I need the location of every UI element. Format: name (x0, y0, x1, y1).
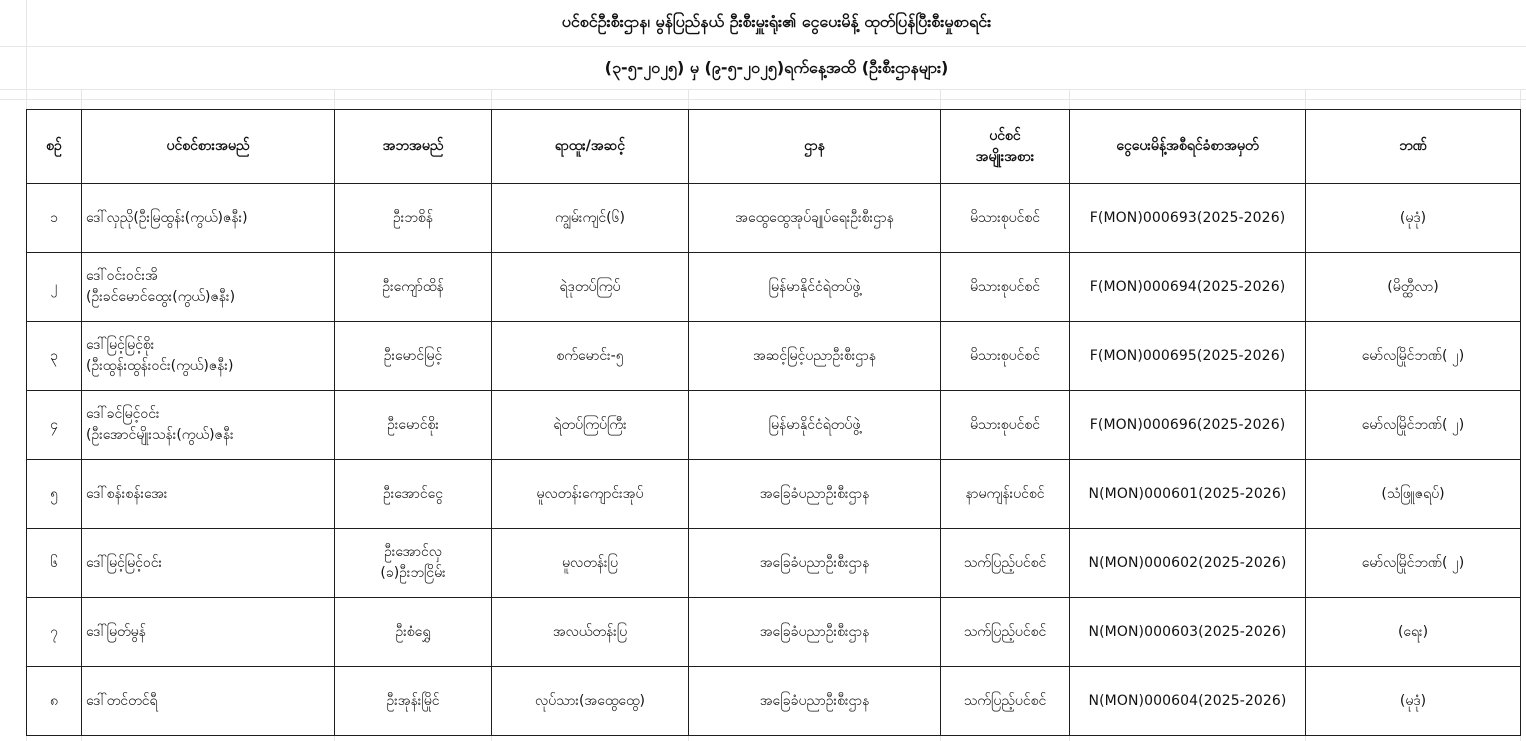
cell-no (27, 598, 82, 667)
cell-no (27, 667, 82, 736)
cell-text: (ဦးခင်မောင်ထွေး(ကွယ်)ဇနီး) (86, 289, 236, 305)
cell-text: ၈ (50, 692, 58, 709)
cell-father (335, 391, 492, 460)
cell-text: အထွေထွေအုပ်ချုပ်ရေးဦးစီးဌာန (735, 209, 894, 226)
cell-code (1070, 667, 1306, 736)
column-header-label: စဉ် (46, 138, 62, 154)
cell-text: ဒေါ်လှညို(ဦးမြထွန်း(ကွယ်)ဇနီး) (86, 209, 248, 226)
cell-bank (1306, 667, 1521, 736)
cell-text: F(MON)000693(2025-2026) (1089, 209, 1286, 226)
cell-text: မူလတန်းပြ (562, 554, 618, 571)
pension-table (26, 109, 1521, 736)
cell-text: ဦးအုန်းမြိုင် (386, 692, 440, 709)
cell-text: ဒေါ်စန်းစန်းအေး (86, 485, 168, 502)
cell-text: ဒေါ်ဝင်းဝင်းအိ (86, 268, 158, 284)
page-title: ပင်စင်ဦးစီးဌာန၊ မွန်ပြည်နယ် ဦးစီးမှူးရုံး၏ ငွေပေးမိန့် ထုတ်ပြန်ပြီးစီးမှုစာရင်း (27, 0, 1526, 46)
cell-no (27, 460, 82, 529)
cell-bank (1306, 322, 1521, 391)
column-header-rank (492, 110, 689, 184)
cell-code (1070, 529, 1306, 598)
cell-rank (492, 598, 689, 667)
cell-rank (492, 667, 689, 736)
cell-text: F(MON)000694(2025-2026) (1089, 278, 1286, 295)
cell-no (27, 529, 82, 598)
cell-text: (မိတ္ထီလာ) (1387, 278, 1439, 295)
cell-father (335, 253, 492, 322)
cell-dept (689, 391, 941, 460)
cell-rank (492, 529, 689, 598)
table-body (27, 184, 1521, 736)
cell-text: မိသားစုပင်စင် (969, 209, 1041, 226)
cell-type (941, 253, 1070, 322)
column-header-label: ဌာန (804, 138, 825, 154)
cell-text: မော်လမြိုင်ဘဏ်( ၂) (1361, 554, 1465, 571)
cell-text: ရဲတပ်ကြပ်ကြီး (553, 416, 627, 433)
cell-text: ဦးမောင်မြင့် (383, 347, 443, 364)
cell-text: ဒေါ်မြင့်မြင့်စိုး (86, 337, 155, 353)
cell-text: အခြေခံပညာဦးစီးဌာန (759, 623, 870, 640)
cell-dept (689, 460, 941, 529)
column-header-code (1070, 110, 1306, 184)
cell-no (27, 391, 82, 460)
cell-type (941, 322, 1070, 391)
cell-dept (689, 667, 941, 736)
cell-rank (492, 322, 689, 391)
cell-text: သက်ပြည့်ပင်စင် (963, 692, 1047, 709)
cell-text: စက်မောင်း-၅ (556, 347, 624, 364)
table-row (27, 667, 1521, 736)
cell-text: ဒေါ်တင်တင်ရီ (86, 692, 158, 709)
cell-text: ကျွမ်းကျင်(၆) (555, 209, 625, 226)
cell-code (1070, 391, 1306, 460)
cell-text: ဒေါ်မြတ်မွန် (86, 623, 146, 640)
cell-text: အခြေခံပညာဦးစီးဌာန (759, 692, 870, 709)
cell-text: နာမကျန်းပင်စင် (965, 485, 1045, 502)
column-header-label: ငွေပေးမိန့်အစီရင်ခံစာအမှတ် (1116, 138, 1259, 154)
cell-text: (ဦးထွန်းထွန်းဝင်း(ကွယ်)ဇနီး) (86, 358, 234, 374)
cell-dept (689, 184, 941, 253)
cell-father (335, 667, 492, 736)
column-header-label: ဘဏ် (1399, 138, 1427, 154)
cell-dept (689, 322, 941, 391)
table-row (27, 391, 1521, 460)
cell-text: ဒေါ်ခင်မြင့်ဝင်း (86, 406, 160, 422)
cell-text: အဆင့်မြင့်ပညာဦးစီးဌာန (752, 347, 877, 364)
cell-text: (မုဒုံ) (1399, 209, 1427, 226)
cell-dept (689, 529, 941, 598)
table-row (27, 322, 1521, 391)
column-header-father (335, 110, 492, 184)
cell-text: အခြေခံပညာဦးစီးဌာန (759, 554, 870, 571)
cell-text: မိသားစုပင်စင် (969, 347, 1041, 364)
table-row (27, 253, 1521, 322)
cell-name (82, 322, 335, 391)
cell-bank (1306, 598, 1521, 667)
column-header-label: အဘအမည် (382, 138, 444, 154)
cell-text: F(MON)000695(2025-2026) (1089, 347, 1286, 364)
table-row (27, 184, 1521, 253)
cell-no (27, 184, 82, 253)
date-range-subtitle: (၃-၅-၂၀၂၅) မှ (၉-၅-၂၀၂၅)ရက်နေ့အထိ (ဦးစီးဌာနများ) (27, 47, 1526, 89)
table-header-row (27, 110, 1521, 184)
cell-text: မိသားစုပင်စင် (969, 416, 1041, 433)
cell-text: ၇ (50, 623, 58, 640)
cell-type (941, 184, 1070, 253)
cell-father (335, 460, 492, 529)
cell-bank (1306, 460, 1521, 529)
cell-bank (1306, 184, 1521, 253)
cell-code (1070, 598, 1306, 667)
cell-bank (1306, 253, 1521, 322)
cell-code (1070, 460, 1306, 529)
column-header-type (941, 110, 1070, 184)
cell-type (941, 460, 1070, 529)
cell-text: ဦးမောင်စိုး (387, 416, 439, 433)
cell-name (82, 460, 335, 529)
column-header-label: ပင်စင်စားအမည် (166, 138, 250, 154)
cell-text: ၅ (50, 485, 58, 502)
cell-rank (492, 391, 689, 460)
column-header-label: ရာထူး/အဆင့် (554, 138, 626, 154)
cell-rank (492, 184, 689, 253)
cell-name (82, 184, 335, 253)
cell-type (941, 529, 1070, 598)
cell-text: (ရေး) (1397, 623, 1429, 640)
cell-text: မူလတန်းကျောင်းအုပ် (536, 485, 644, 502)
cell-text: မော်လမြိုင်ဘဏ်( ၂) (1361, 416, 1465, 433)
cell-no (27, 253, 82, 322)
cell-name (82, 253, 335, 322)
cell-type (941, 667, 1070, 736)
cell-text: ဦးကျော်ထိန် (382, 278, 444, 295)
cell-text: N(MON)000603(2025-2026) (1088, 623, 1287, 640)
cell-text: (သံဖြူဇရပ်) (1381, 485, 1445, 502)
cell-father (335, 598, 492, 667)
cell-dept (689, 598, 941, 667)
cell-text: အလယ်တန်းပြ (552, 623, 628, 640)
cell-text: ဦးအောင်ငွေ (382, 485, 444, 502)
cell-name (82, 391, 335, 460)
table-row (27, 460, 1521, 529)
cell-text: ဦးဘစိန် (393, 209, 433, 226)
column-header-label: အမျိုးအစား (975, 148, 1035, 165)
grid-line (0, 99, 1526, 100)
cell-text: ၆ (50, 554, 58, 571)
cell-text: မော်လမြိုင်ဘဏ်( ၂) (1361, 347, 1465, 364)
cell-text: N(MON)000601(2025-2026) (1088, 485, 1287, 502)
column-header-no (27, 110, 82, 184)
cell-code (1070, 253, 1306, 322)
cell-text: သက်ပြည့်ပင်စင် (963, 623, 1047, 640)
cell-dept (689, 253, 941, 322)
cell-text: ရဲဒုတပ်ကြပ် (559, 278, 621, 295)
grid-line (0, 89, 1526, 90)
cell-text: (မုဒုံ) (1399, 692, 1427, 709)
cell-text: မြန်မာနိုင်ငံရဲတပ်ဖွဲ့ (768, 416, 861, 433)
cell-text: F(MON)000696(2025-2026) (1089, 416, 1286, 433)
cell-text: ဦးစံရွှေ (395, 623, 431, 640)
cell-text: လုပ်သား(အထွေထွေ) (534, 692, 645, 709)
cell-text: ဦးအောင်လှ (384, 544, 442, 560)
cell-type (941, 391, 1070, 460)
cell-bank (1306, 529, 1521, 598)
cell-father (335, 322, 492, 391)
cell-text: N(MON)000602(2025-2026) (1088, 554, 1287, 571)
cell-name (82, 667, 335, 736)
cell-rank (492, 460, 689, 529)
cell-rank (492, 253, 689, 322)
cell-type (941, 598, 1070, 667)
cell-text: အခြေခံပညာဦးစီးဌာန (759, 485, 870, 502)
cell-name (82, 598, 335, 667)
column-header-dept (689, 110, 941, 184)
column-header-name (82, 110, 335, 184)
cell-father (335, 184, 492, 253)
cell-text: မိသားစုပင်စင် (969, 278, 1041, 295)
cell-text: ဒေါ်မြင့်မြင့်ဝင်း (86, 554, 163, 571)
column-header-label: ပင်စင် (989, 127, 1021, 144)
cell-text: ၂ (50, 278, 58, 295)
cell-code (1070, 322, 1306, 391)
cell-no (27, 322, 82, 391)
cell-text: မြန်မာနိုင်ငံရဲတပ်ဖွဲ့ (768, 278, 861, 295)
cell-text: ၄ (50, 416, 58, 433)
column-header-bank (1306, 110, 1521, 184)
cell-text: (ခ)ဦးဘငြိမ်း (380, 565, 446, 581)
table-row (27, 529, 1521, 598)
cell-text: (ဦးအောင်မျိုးသန်း(ကွယ်)ဇနီး (86, 427, 234, 443)
cell-father (335, 529, 492, 598)
cell-text: ၁ (50, 209, 58, 226)
cell-bank (1306, 391, 1521, 460)
cell-text: N(MON)000604(2025-2026) (1088, 692, 1287, 709)
table-row (27, 598, 1521, 667)
cell-name (82, 529, 335, 598)
cell-text: သက်ပြည့်ပင်စင် (963, 554, 1047, 571)
cell-code (1070, 184, 1306, 253)
cell-text: ၃ (50, 347, 58, 364)
